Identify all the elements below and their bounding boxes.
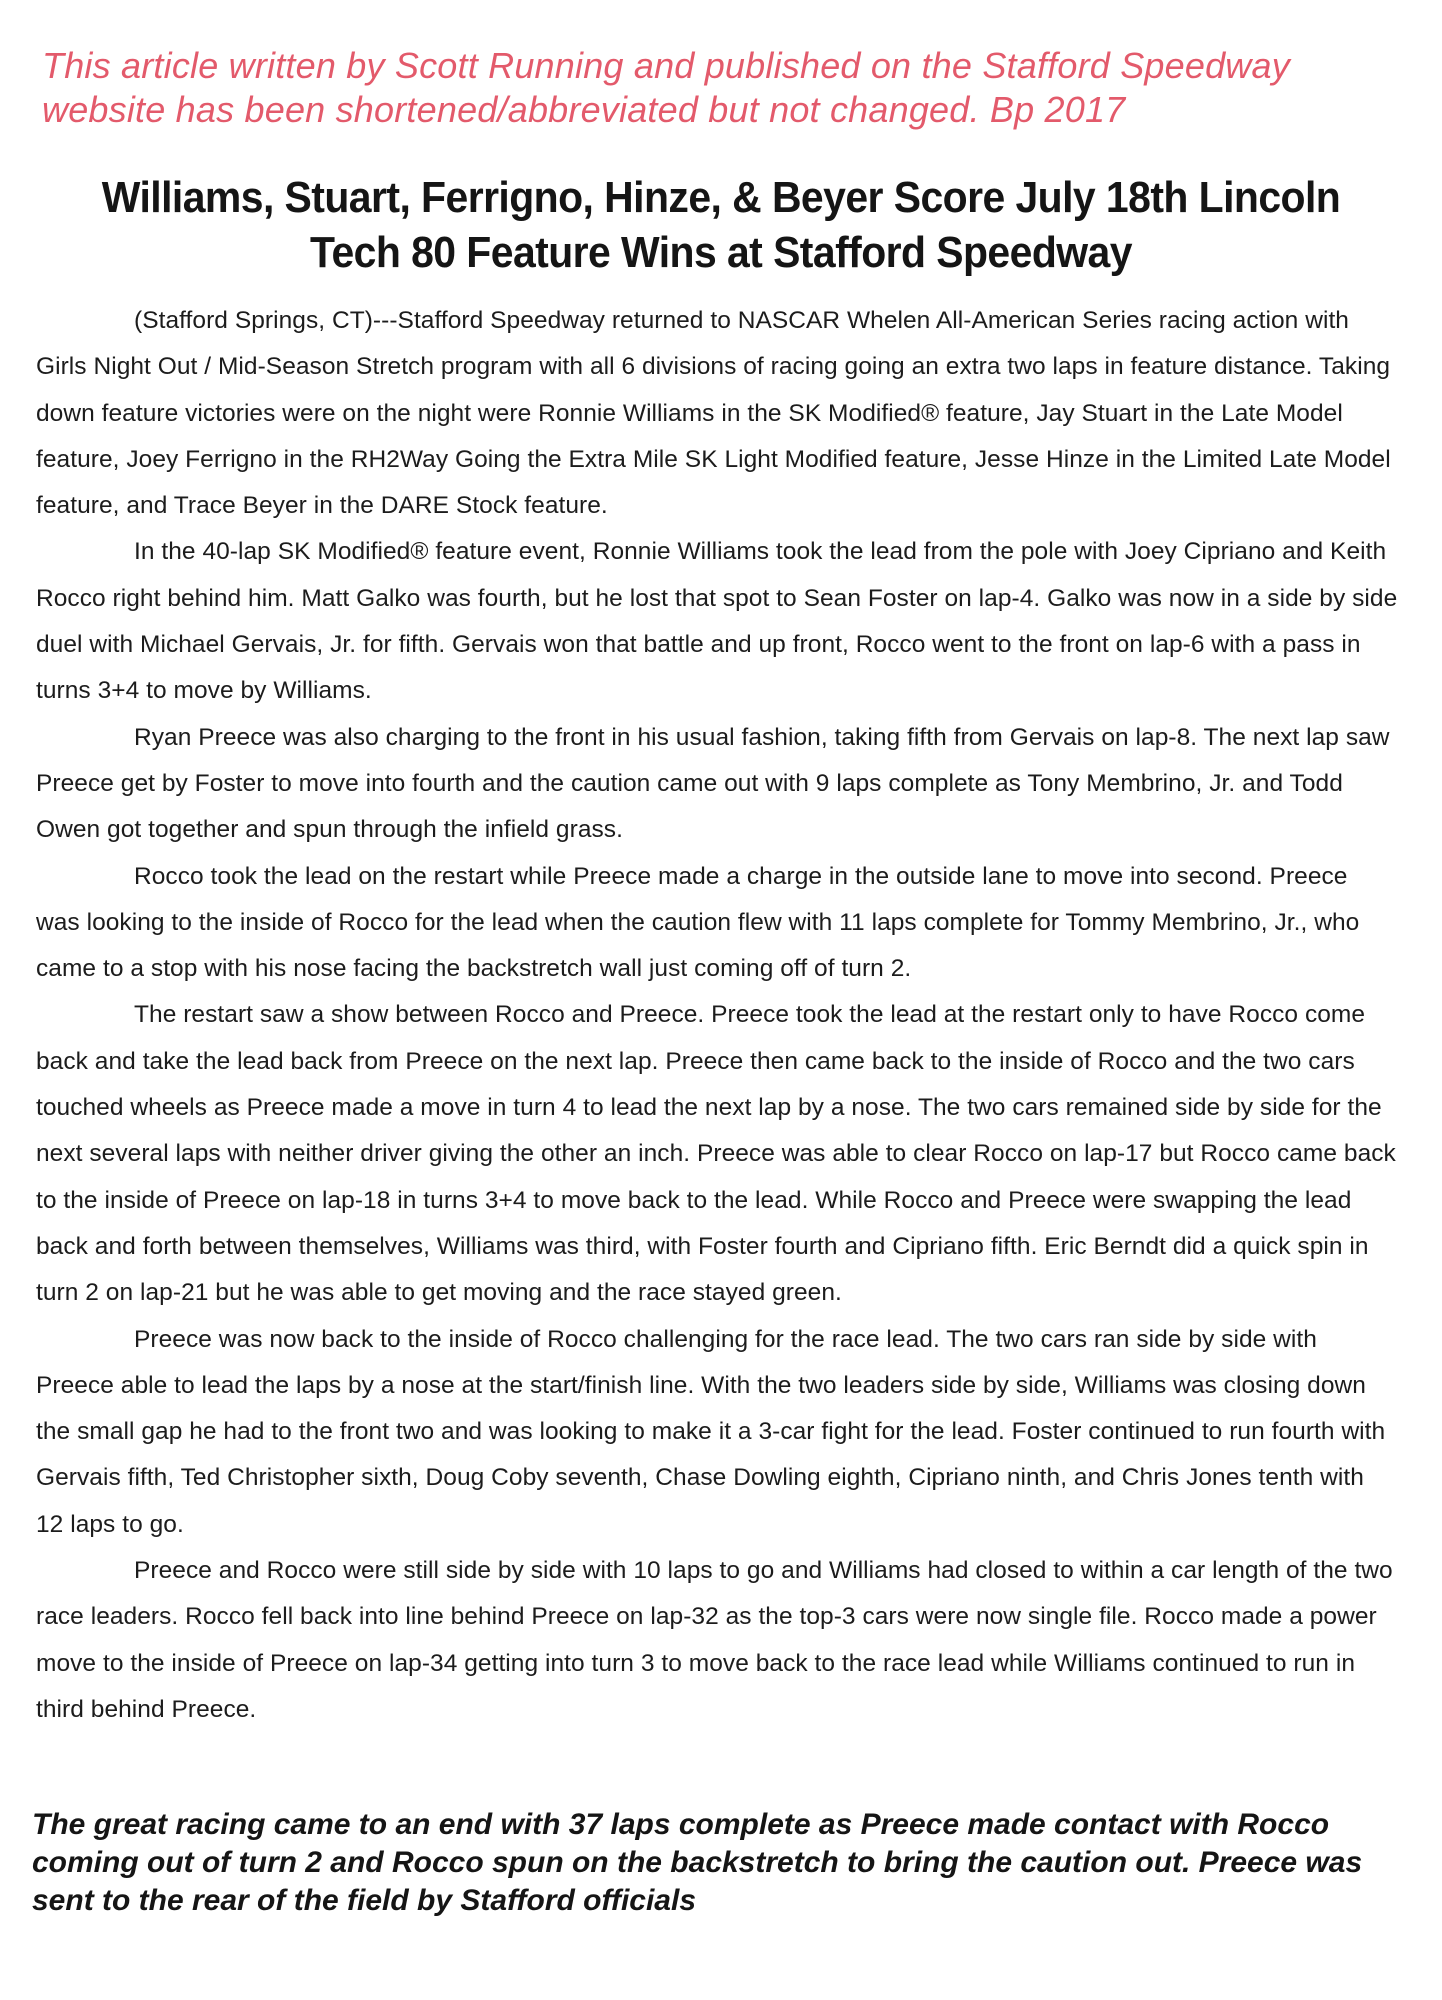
- article-headline: Williams, Stuart, Ferrigno, Hinze, & Beyer Score July 18th Lincoln Tech 80 Feature Wins at Stafford Speedway: [101, 173, 1341, 277]
- closing-note: The great racing came to an end with 37 laps complete as Preece made contact with Rocco coming out of turn 2 and Rocco spun on the backstretch to bring the caution out. Preece was sent to the rear of the field by Stafford officials: [32, 1808, 1363, 1917]
- article-paragraph: In the 40-lap SK Modified® feature event, Ronnie Williams took the lead from the pole with Joey Cipriano and Keith Rocco right behind him. Matt Galko was fourth, but he lost that spot to Sean Foster on lap-4. Galko was now in a side by side duel with Michael Gervais, Jr. for fifth. Gervais won that battle and up front, Rocco went to the front on lap-6 with a pass in turns 3+4 to move by Williams.: [36, 538, 1398, 705]
- article-paragraph: Rocco took the lead on the restart while Preece made a charge in the outside lane to move into second. Preece was looking to the inside of Rocco for the lead when the caution flew with 11 laps complete for Tommy Membrino, Jr., who came to a stop with his nose facing the backstretch wall just coming off of turn 2.: [36, 862, 1360, 983]
- editor-note: This article written by Scott Running and published on the Stafford Speedway website has been shortened/abbreviated but not changed. Bp 2017: [42, 45, 1290, 130]
- article-paragraph: Preece and Rocco were still side by side with 10 laps to go and Williams had closed to within a car length of the two race leaders. Rocco fell back into line behind Preece on lap-32 as the top-3 cars were now single file. Rocco made a power move to the inside of Preece on lap-34 getting into turn 3 to move back to the race lead while Williams continued to run in third behind Preece.: [36, 1557, 1393, 1723]
- article-body: [36, 298, 1398, 1733]
- article-paragraph: (Stafford Springs, CT)---Stafford Speedway returned to NASCAR Whelen All-American Series racing action with Girls Night Out / Mid-Season Stretch program with all 6 divisions of racing going an extra two laps in feature distance. Taking down feature victories were on the night were Ronnie Williams in the SK Modified® feature, Jay Stuart in the Late Model feature, Joey Ferrigno in the RH2Way Going the Extra Mile SK Light Modified feature, Jesse Hinze in the Limited Late Model feature, and Trace Beyer in the DARE Stock feature.: [36, 307, 1391, 520]
- article-paragraph: Preece was now back to the inside of Rocco challenging for the race lead. The two cars ran side by side with Preece able to lead the laps by a nose at the start/finish line. With the two leaders side by side, Williams was closing down the small gap he had to the front two and was looking to make it a 3-car fight for the lead. Foster continued to run fourth with Gervais fifth, Ted Christopher sixth, Doug Coby seventh, Chase Dowling eighth, Cipriano ninth, and Chris Jones tenth with 12 laps to go.: [36, 1325, 1386, 1538]
- article-paragraph: The restart saw a show between Rocco and Preece. Preece took the lead at the restart only to have Rocco come back and take the lead back from Preece on the next lap. Preece then came back to the inside of Rocco and the two cars touched wheels as Preece made a move in turn 4 to lead the next lap by a nose. The two cars remained side by side for the next several laps with neither driver giving the other an inch. Preece was able to clear Rocco on lap-17 but Rocco came back to the inside of Preece on lap-18 in turns 3+4 to move back to the lead. While Rocco and Preece were swapping the lead back and forth between themselves, Williams was third, with Foster fourth and Cipriano fifth. Eric Berndt did a quick spin in turn 2 on lap-21 but he was able to get moving and the race stayed green.: [36, 1001, 1396, 1307]
- article-paragraph: Ryan Preece was also charging to the front in his usual fashion, taking fifth from Gervais on lap-8. The next lap saw Preece get by Foster to move into fourth and the caution came out with 9 laps complete as Tony Membrino, Jr. and Todd Owen got together and spun through the infield grass.: [36, 723, 1390, 844]
